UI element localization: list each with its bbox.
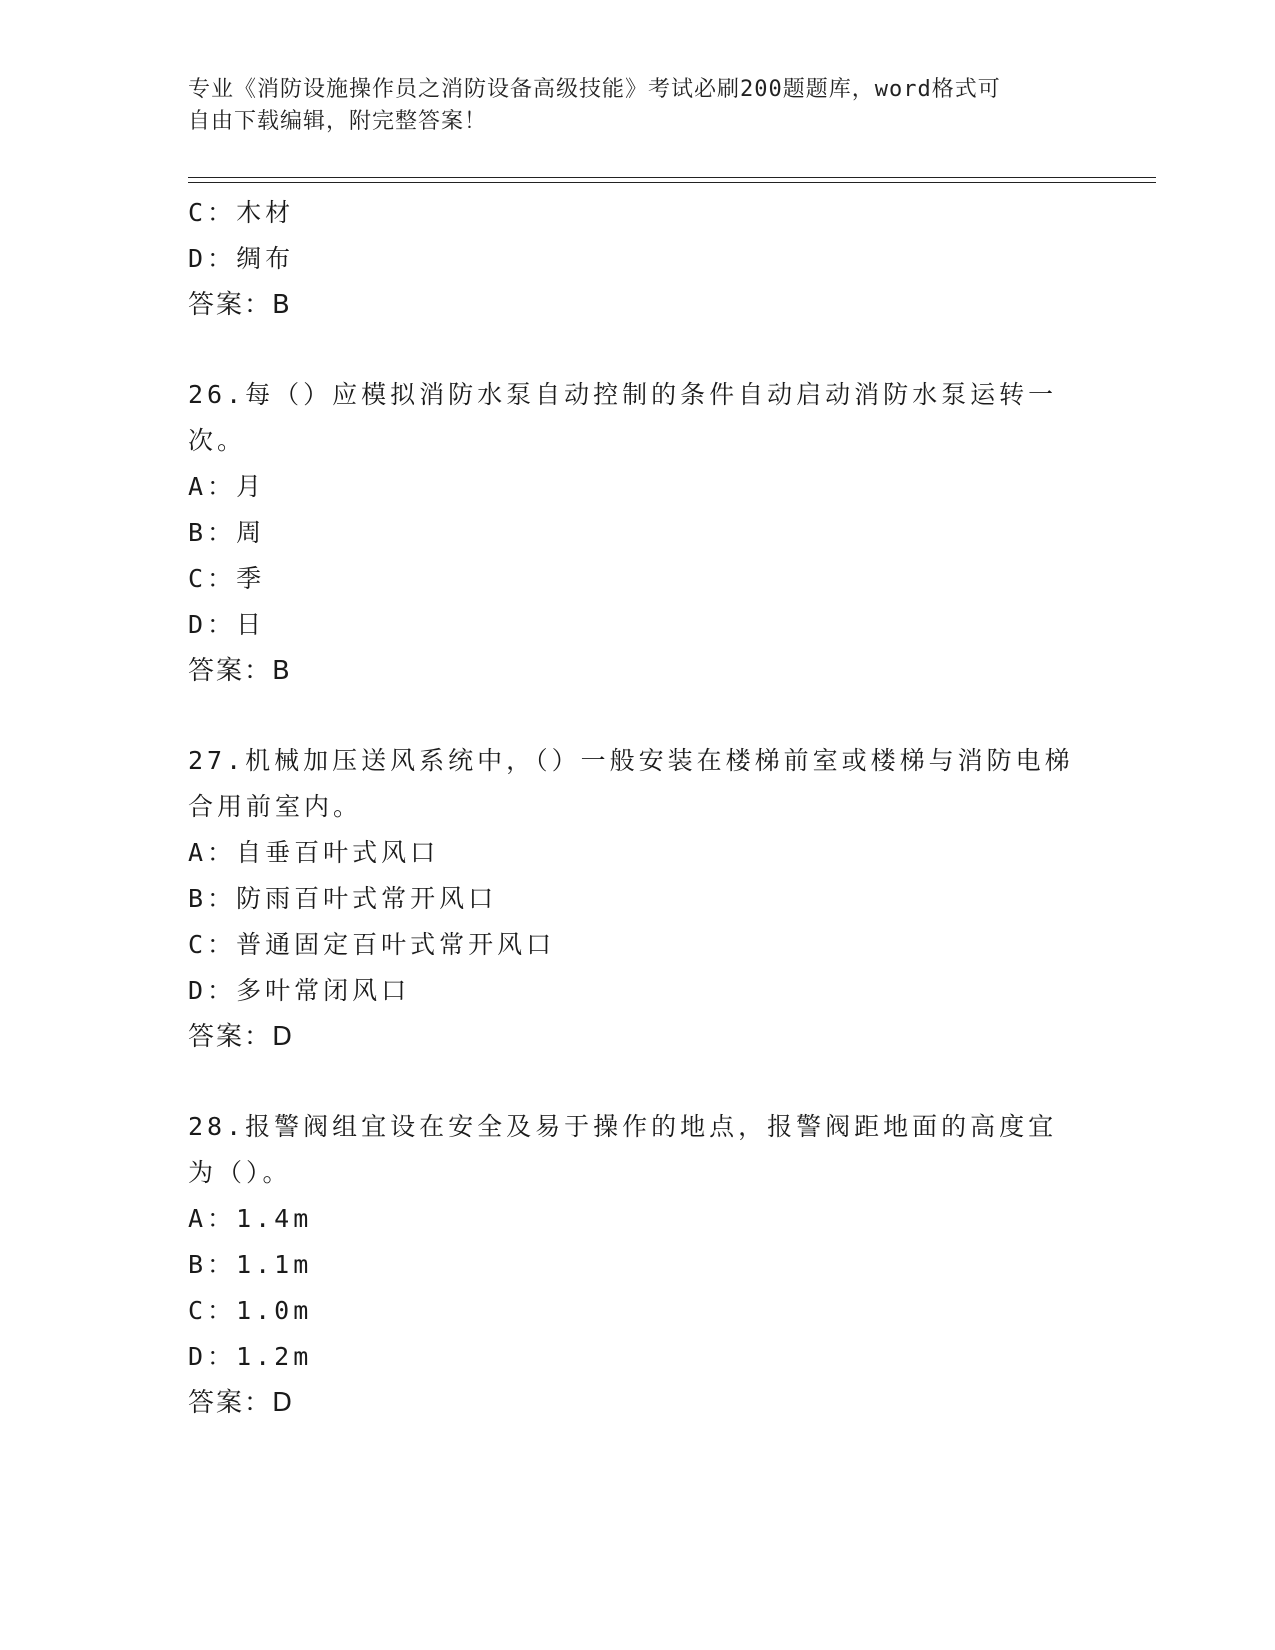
- option-label: D：: [188, 976, 237, 1005]
- question-stem: 28.报警阀组宜设在安全及易于操作的地点，报警阀距地面的高度宜为（）。: [188, 1112, 1058, 1187]
- option-text: 日: [236, 610, 266, 639]
- option-a: [188, 464, 1088, 510]
- question-25-continued: [188, 190, 1088, 328]
- option-label: B：: [188, 884, 237, 913]
- option-text: 1.0m: [236, 1296, 313, 1325]
- option-d: [188, 602, 1088, 648]
- option-label: C：: [188, 198, 237, 227]
- option-a: [188, 830, 1088, 876]
- option-d: [188, 1334, 1088, 1380]
- option-b: [188, 1242, 1088, 1288]
- question-stem: 26.每（）应模拟消防水泵自动控制的条件自动启动消防水泵运转一次。: [188, 380, 1058, 455]
- option-c: [188, 556, 1088, 602]
- option-text: 普通固定百叶式常开风口: [236, 930, 556, 959]
- header-line-1: 专业《消防设施操作员之消防设备高级技能》考试必刷200题题库，word格式可: [188, 77, 1001, 102]
- option-label: C：: [188, 930, 237, 959]
- option-text: 绸布: [236, 244, 295, 273]
- header-line-2: 自由下载编辑，附完整答案！: [188, 109, 488, 134]
- option-b: [188, 876, 1088, 922]
- option-label: B：: [188, 1250, 237, 1279]
- option-label: B：: [188, 518, 237, 547]
- option-text: 季: [236, 564, 266, 593]
- option-text: 1.2m: [236, 1342, 313, 1371]
- option-c: [188, 1288, 1088, 1334]
- option-a: [188, 1196, 1088, 1242]
- answer: 答案：B: [188, 656, 292, 686]
- option-text: 多叶常闭风口: [236, 976, 411, 1005]
- question-27: [188, 738, 1088, 1060]
- option-text: 防雨百叶式常开风口: [236, 884, 498, 913]
- answer: 答案：B: [188, 290, 292, 320]
- option-d: [188, 236, 1088, 282]
- answer: 答案：D: [188, 1022, 295, 1052]
- option-text: 自垂百叶式风口: [236, 838, 440, 867]
- option-text: 周: [236, 518, 266, 547]
- option-label: C：: [188, 1296, 237, 1325]
- header-divider-bottom: [188, 182, 1156, 183]
- question-stem: 27.机械加压送风系统中，（）一般安装在楼梯前室或楼梯与消防电梯合用前室内。: [188, 746, 1074, 821]
- answer: 答案：D: [188, 1388, 295, 1418]
- question-list: [188, 190, 1088, 1426]
- option-c: [188, 190, 1088, 236]
- option-label: A：: [188, 472, 237, 501]
- question-26: [188, 372, 1088, 694]
- option-label: A：: [188, 1204, 237, 1233]
- header-divider-top: [188, 177, 1156, 178]
- option-label: D：: [188, 1342, 237, 1371]
- option-b: [188, 510, 1088, 556]
- option-label: A：: [188, 838, 237, 867]
- option-text: 1.1m: [236, 1250, 313, 1279]
- option-label: C：: [188, 564, 237, 593]
- option-label: D：: [188, 244, 237, 273]
- option-text: 1.4m: [236, 1204, 313, 1233]
- option-text: 木材: [236, 198, 295, 227]
- option-d: [188, 968, 1088, 1014]
- option-label: D：: [188, 610, 237, 639]
- option-c: [188, 922, 1088, 968]
- option-text: 月: [236, 472, 266, 501]
- question-28: [188, 1104, 1088, 1426]
- document-header: [188, 74, 1088, 138]
